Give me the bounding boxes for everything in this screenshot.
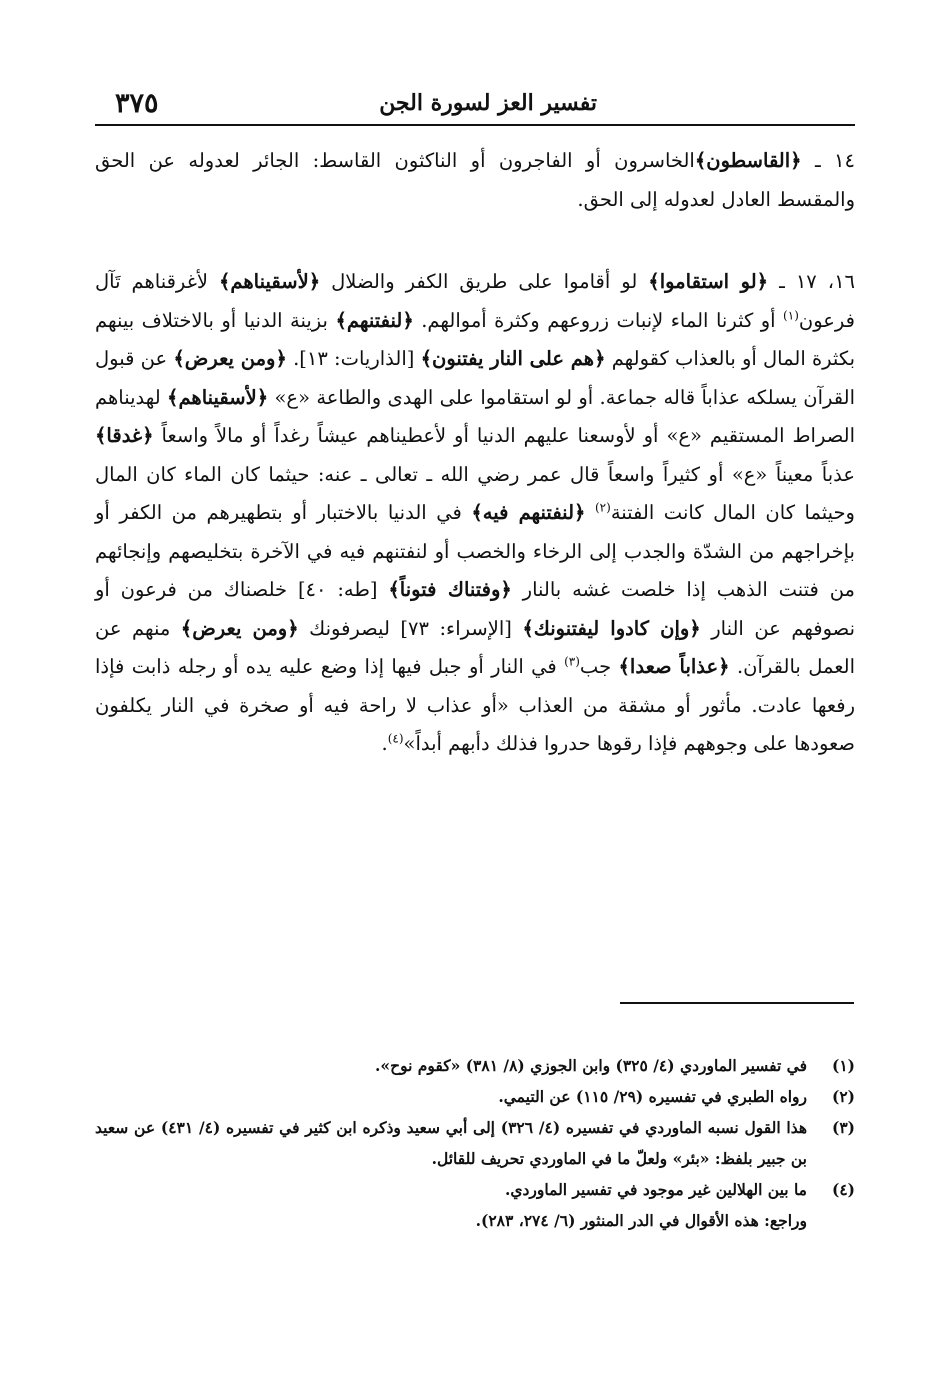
quran-quote: ﴿لأسقيناهم﴾	[167, 385, 269, 409]
quran-quote: ﴿وإن كادوا ليفتنونك﴾	[522, 616, 701, 640]
text-span: ١٦، ١٧ ـ	[768, 270, 856, 293]
quran-quote: ﴿وفتناك فتوناً﴾	[388, 578, 512, 601]
quran-quote: ﴿لنفتنهم فيه﴾	[471, 501, 586, 524]
footnote-line: رواه الطبري في تفسيره (٢٩/ ١١٥) عن التيمي.	[498, 1087, 807, 1106]
text-span: جب	[579, 655, 619, 678]
footnote-line: في تفسير الماوردي (٤/ ٣٢٥) وابن الجوزي (٨/ ٣٨١) «كقوم نوح».	[374, 1056, 807, 1075]
text-span: عذباً معيناً «ع» أو كثيراً واسعاً قال عمر رضي الله ـ تعالى ـ عنه: حيثما كان الماء كان المال وحيثما كان المال كانت الفتنة	[95, 462, 855, 524]
quran-quote: ﴿القاسطون﴾	[694, 149, 802, 172]
text-span: لهديناهم الصراط المستقيم «ع» أو لأوسعنا عليهم الدنيا أو لأعطيناهم عيشاً رغداً أو مالاً واسعاً	[95, 385, 855, 447]
footnote-ref: (٢)	[594, 500, 611, 515]
footnotes	[95, 1050, 855, 1236]
text-span: ١٤ ـ	[801, 149, 855, 172]
quran-quote: ﴿لنفتنهم﴾	[335, 308, 414, 332]
text-span: [طه: ٤٠] خلصناك من فرعون أو نصوفهم عن النار	[95, 578, 856, 640]
quran-quote: ﴿هم على النار يفتنون﴾	[420, 347, 606, 370]
footnote-text	[95, 1081, 807, 1112]
quran-quote: ﴿ومن يعرض﴾	[180, 616, 299, 640]
footnote-number: (٤)	[831, 1180, 855, 1199]
footnote-ref: (٤)	[387, 731, 404, 746]
text-span: أو كثرنا الماء لإنبات زروعهم وكثرة أموالهم.	[413, 308, 784, 332]
footnote-text	[95, 1050, 807, 1081]
quran-quote: ﴿لأسقيناهم﴾	[219, 270, 321, 293]
footnote-ref: (٣)	[564, 654, 580, 669]
text-span: الخاسرون أو الفاجرون أو الناكثون القاسط: الجائر لعدوله عن الحق والمقسط العادل لعدوله إلى الحق.	[95, 149, 855, 211]
quran-quote: ﴿ومن يعرض﴾	[173, 347, 287, 370]
text-span: لأغرقناهم تَآل فرعون	[95, 270, 855, 332]
footnote-number: (١)	[831, 1056, 855, 1075]
footnote	[95, 1050, 855, 1081]
text-span: منهم عن العمل بالقرآن.	[95, 616, 856, 678]
page-number: ٣٧٥	[115, 88, 159, 119]
text-span: [الذاريات: ١٣].	[286, 347, 421, 370]
footnote-text	[95, 1112, 807, 1174]
quran-quote: ﴿عذاباً صعدا﴾	[618, 655, 730, 678]
text-span	[585, 501, 595, 524]
footnote	[95, 1112, 855, 1174]
quran-quote: ﴿لو استقاموا﴾	[648, 270, 769, 293]
footnote-separator	[620, 1002, 854, 1004]
text-span: بزينة الدنيا أو بالاختلاف بينهم بكثرة المال أو بالعذاب كقولهم	[95, 308, 856, 370]
footnote	[95, 1081, 855, 1112]
footnote	[95, 1174, 855, 1236]
quran-quote: ﴿غدقا﴾	[95, 424, 154, 447]
footnote-text	[95, 1174, 807, 1236]
footnote-number: (٣)	[831, 1118, 855, 1137]
text-span: في النار أو جبل فيها إذا وضع عليه يده أو رجله ذابت فإذا رفعها عادت. مأثور أو مشقة من العذاب «أو عذاب لا راحة فيه أو صخرة في النار يكلفون صعودها على وجوههم فإذا رقوها حدروا فذلك دأبهم أبداً»	[95, 655, 855, 755]
text-span: عن قبول القرآن يسلكه عذاباً قاله جماعة. أو لو استقاموا على الهدى والطاعة «ع»	[95, 347, 855, 409]
main-text	[95, 142, 855, 764]
footnote-line: ما بين الهلالين غير موجود في تفسير الماوردي.	[504, 1180, 807, 1199]
footnote-line: هذا القول نسبه الماوردي في تفسيره (٤/ ٣٢٦) إلى أبي سعيد وذكره ابن كثير في تفسيره (٤/ ٤٣١) عن سعيد بن جبير بلفظ: «بئر» ولعلّ ما في الماوردي تحريف للقائل.	[95, 1118, 808, 1168]
footnote-line: وراجع: هذه الأقوال في الدر المنثور (٦/ ٢٧٤، ٢٨٣).	[475, 1211, 807, 1230]
footnote-ref: (١)	[783, 308, 799, 322]
page-header	[95, 86, 855, 126]
footnote-number: (٢)	[831, 1087, 855, 1106]
text-span: [الإسراء: ٧٣] ليصرفونك	[298, 616, 523, 640]
text-span: .	[381, 732, 388, 755]
text-span: لو أقاموا على طريق الكفر والضلال	[320, 270, 649, 293]
text-span: في الدنيا بالاختبار أو بتطهيرهم من الكفر أو بإخراجهم من الشدّة والجدب إلى الرخاء والخصب أو لنفتنهم فيه في الآخرة بتخليصهم وإنجائهم من فتنت الذهب إذا خلصت غشه بالنار	[95, 501, 855, 601]
paragraph	[95, 142, 855, 219]
paragraph	[95, 263, 855, 764]
running-title: تفسير العز لسورة الجن	[379, 90, 597, 116]
